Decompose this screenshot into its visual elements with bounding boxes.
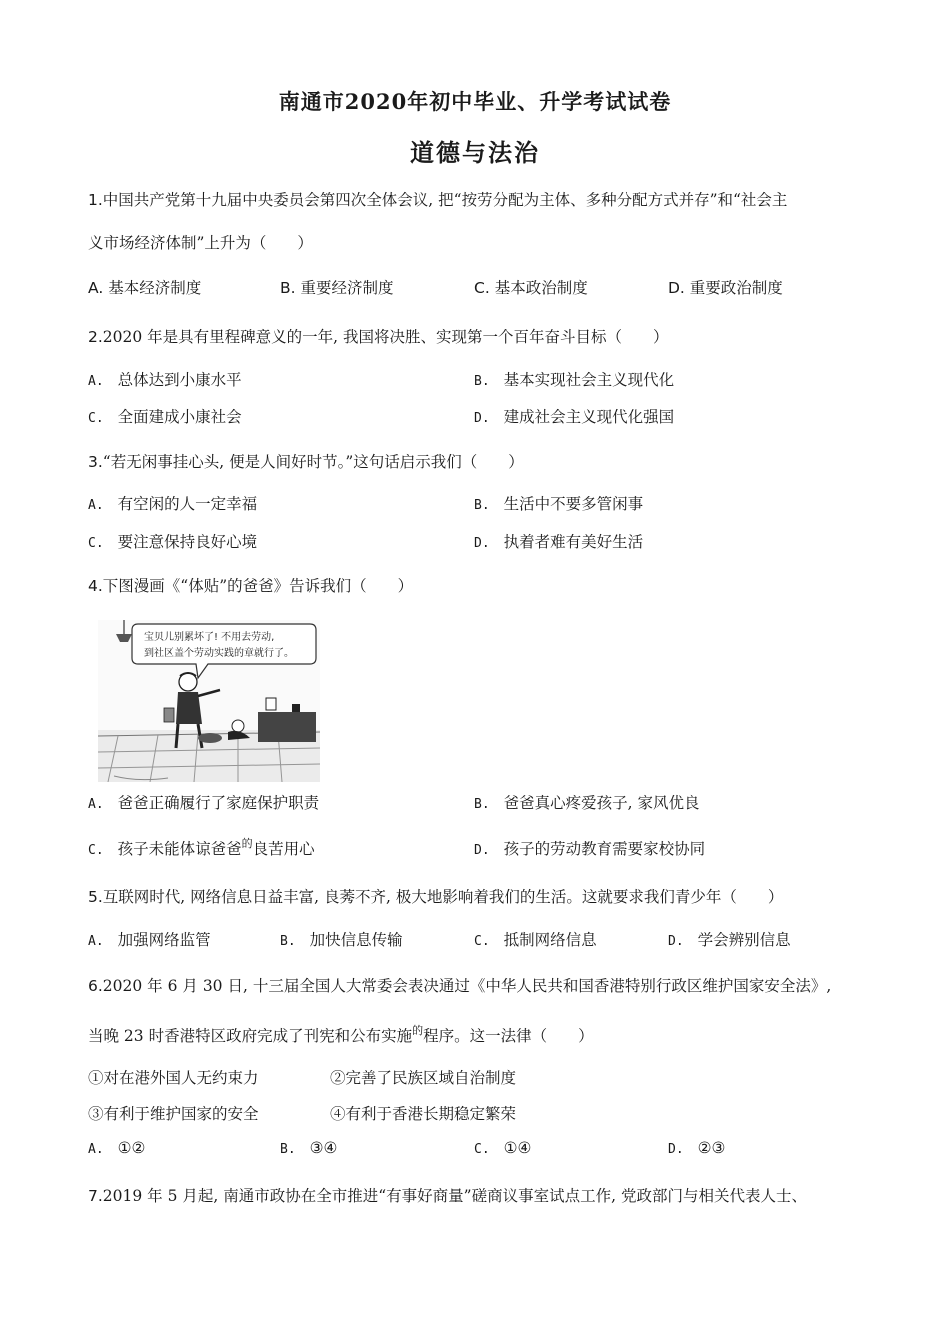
option-c[interactable]: C. 孩子未能体谅爸爸$^的$良苦用心 — [88, 837, 315, 858]
question-number: 1. — [88, 191, 103, 209]
option-d[interactable]: D. 学会辨别信息 — [668, 931, 791, 949]
statement-3: ③有利于维护国家的安全 — [88, 1105, 259, 1123]
question-number: 7. — [88, 1187, 103, 1205]
question-number: 5. — [88, 888, 103, 906]
option-c[interactable]: C. 要注意保持良好心境 — [88, 533, 258, 551]
option-b[interactable]: B. 加快信息传输 — [280, 931, 403, 949]
option-d[interactable]: D. 执着者难有美好生活 — [474, 533, 644, 551]
option-c[interactable]: C. 基本政治制度 — [474, 279, 588, 297]
option-d[interactable]: D. 建成社会主义现代化强国 — [474, 408, 675, 426]
option-a[interactable]: A. 爸爸正确履行了家庭保护职责 — [88, 794, 320, 812]
question-5 — [88, 885, 783, 907]
question-text: 2020 年 6 月 30 日, 十三届全国人大常委会表决通过《中华人民共和国香港特别行政区维护国家安全法》, — [102, 977, 832, 995]
option-c[interactable]: C. ①④ — [474, 1139, 532, 1157]
question-text: 2019 年 5 月起, 南通市政协在全市推进“有事好商量”磋商议事室试点工作, 党政部门与相关代表人士、 — [102, 1187, 807, 1205]
question-text: 2020 年是具有里程碑意义的一年, 我国将决胜、实现第一个百年奋斗目标（ ） — [102, 328, 669, 346]
option-c[interactable]: C. 全面建成小康社会 — [88, 408, 242, 426]
subject-title: 道德与法治 — [410, 138, 540, 167]
option-c[interactable]: C. 抵制网络信息 — [474, 931, 597, 949]
option-b[interactable]: B. 爸爸真心疼爱孩子, 家风优良 — [474, 794, 700, 812]
option-a[interactable]: A. 基本经济制度 — [88, 279, 202, 297]
option-b[interactable]: B. 生活中不要多管闲事 — [474, 495, 644, 513]
question-6-line-2: 当晚 23 时香港特区政府完成了刊宪和公布实施$^的$程序。这一法律（ ） — [88, 1024, 594, 1045]
statement-1: ①对在港外国人无约束力 — [88, 1069, 259, 1087]
question-number: 3. — [88, 453, 103, 471]
question-number: 6. — [88, 977, 103, 995]
question-6 — [88, 974, 831, 996]
option-b[interactable]: B. 重要经济制度 — [280, 279, 394, 297]
statement-4: ④有利于香港长期稳定繁荣 — [330, 1105, 517, 1123]
question-text: 中国共产党第十九届中央委员会第四次全体会议, 把“按劳分配为主体、多种分配方式并存”和“社会主 — [102, 191, 788, 209]
question-text: 互联网时代, 网络信息日益丰富, 良莠不齐, 极大地影响着我们的生活。这就要求我们青少年（ ） — [102, 888, 784, 906]
cartoon-illustration — [98, 620, 320, 782]
option-a[interactable]: A. 总体达到小康水平 — [88, 371, 242, 389]
question-2 — [88, 325, 669, 347]
question-number: 4. — [88, 577, 103, 595]
cartoon-caption-2: 到社区盖个劳动实践的章就行了。 — [144, 648, 294, 659]
option-b[interactable]: B. ③④ — [280, 1139, 338, 1157]
statement-2: ②完善了民族区域自治制度 — [330, 1069, 517, 1087]
option-a[interactable]: A. ①② — [88, 1139, 146, 1157]
option-d[interactable]: D. 重要政治制度 — [668, 279, 783, 297]
option-b[interactable]: B. 基本实现社会主义现代化 — [474, 371, 675, 389]
option-d[interactable]: D. 孩子的劳动教育需要家校协同 — [474, 840, 706, 858]
question-text: 下图漫画《“体贴”的爸爸》告诉我们（ ） — [102, 577, 414, 595]
question-number: 2. — [88, 328, 103, 346]
question-1-line-2: 义市场经济体制”上升为（ ） — [88, 234, 313, 252]
exam-title: 南通市2020年初中毕业、升学考试试卷 — [278, 89, 672, 114]
question-4 — [88, 574, 413, 596]
question-text: “若无闲事挂心头, 便是人间好时节。”这句话启示我们（ ） — [102, 453, 524, 471]
question-7 — [88, 1184, 807, 1206]
question-3 — [88, 450, 524, 472]
cartoon-image — [98, 620, 320, 782]
option-a[interactable]: A. 加强网络监管 — [88, 931, 211, 949]
cartoon-caption-1: 宝贝儿别累坏了! 不用去劳动, — [144, 632, 275, 643]
option-d[interactable]: D. ②③ — [668, 1139, 726, 1157]
option-a[interactable]: A. 有空闲的人一定幸福 — [88, 495, 258, 513]
question-1 — [88, 188, 787, 210]
